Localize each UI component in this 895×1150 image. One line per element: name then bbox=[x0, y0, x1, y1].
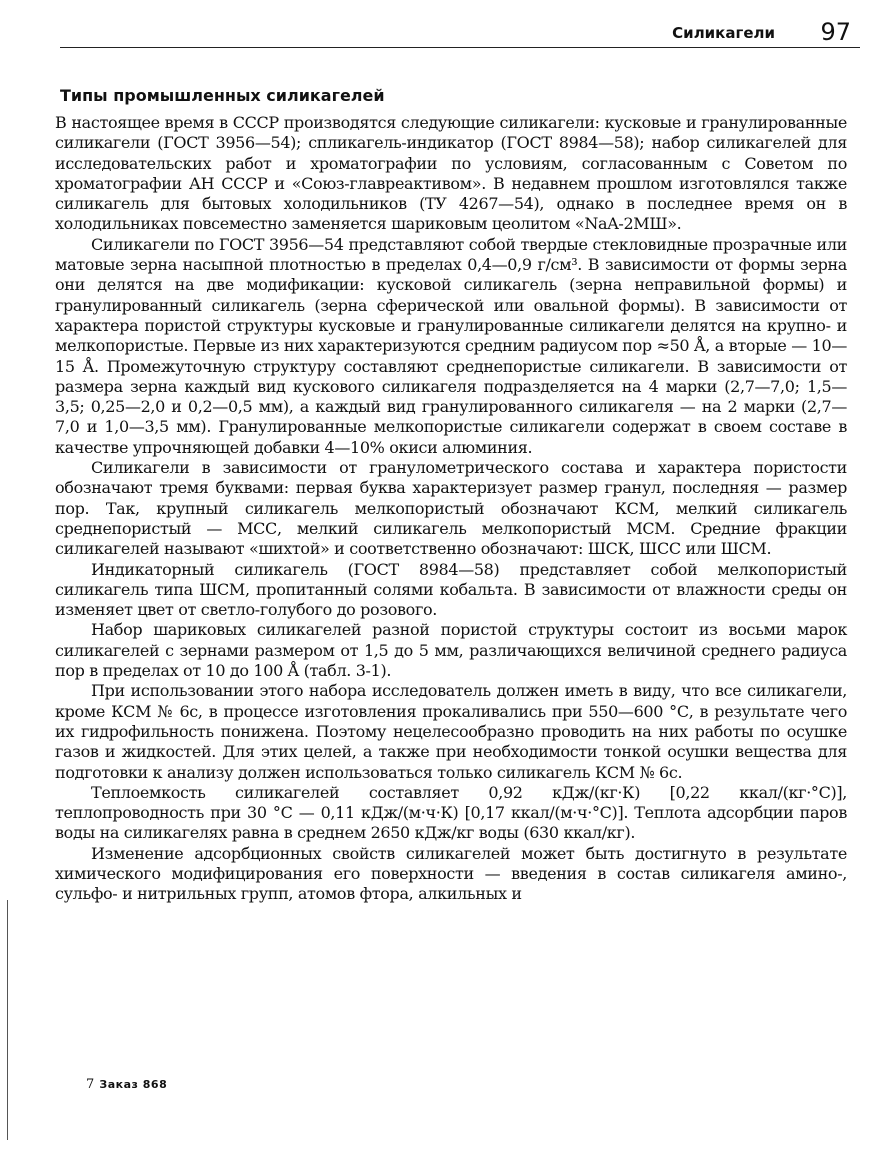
paragraph-1: В настоящее время в СССР производятся следующие силикагели: кусковые и гранулированные силикагели (ГОСТ 3956—54); спликагель-индикатор (ГОСТ 8984—58); набор силикагелей для исследовательских работ и хроматографии по условиям, согласованным с Советом по хроматографии АН СССР и «Союз-главреактивом». В недавнем прошлом изготовлялся также силикагель для бытовых холодильников (ТУ 4267—54), однако в последнее время он в холодильниках повсеместно заменяется шариковым цеолитом «NaA-2МШ». bbox=[55, 113, 847, 234]
paragraph-6: При использовании этого набора исследователь должен иметь в виду, что все силикагели, кроме КСМ № 6с, в процессе изготовления прокаливались при 550—600 °С, в результате чего их гидрофильность понижена. Поэтому нецелесообразно проводить на них работы по осушке газов и жидкостей. Для этих целей, а также при необходимости тонкой осушки вещества для подготовки к анализу должен использоваться только силикагель КСМ № 6с. bbox=[55, 681, 847, 782]
running-title: Силикагели bbox=[672, 24, 775, 42]
paragraph-5: Набор шариковых силикагелей разной пористой структуры состоит из восьми марок силикагелей с зернами размером от 1,5 до 5 мм, различающихся величиной среднего радиуса пор в пределах от 10 до 100 Å (табл. 3-1). bbox=[55, 620, 847, 681]
page-number: 97 bbox=[820, 18, 851, 46]
paragraph-4: Индикаторный силикагель (ГОСТ 8984—58) представляет собой мелкопористый силикагель типа ШСМ, пропитанный солями кобальта. В зависимости от влажности среды он изменяет цвет от светло-голубого до розового. bbox=[55, 559, 847, 620]
paragraph-2: Силикагели по ГОСТ 3956—54 представляют собой твердые стекловидные прозрачные или матовые зерна насыпной плотностью в пределах 0,4—0,9 г/см³. В зависимости от формы зерна они делятся на две модификации: кусковой силикагель (зерна неправильной формы) и гранулированный силикагель (зерна сферической или овальной формы). В зависимости от характера пористой структуры кусковые и гранулированные силикагели делятся на крупно- и мелкопористые. Первые из них характеризуются средним радиусом пор ≈50 Å, а вторые — 10—15 Å. Промежуточную структуру составляют среднепористые силикагели. В зависимости от размера зерна каждый вид кускового силикагеля подразделяется на 4 марки (2,7—7,0; 1,5—3,5; 0,25—2,0 и 0,2—0,5 мм), а каждый вид гранулированного силикагеля — на 2 марки (2,7—7,0 и 1,0—3,5 мм). Гранулированные мелкопористые силикагели содержат в своем составе в качестве упрочняющей добавки 4—10% окиси алюминия. bbox=[55, 234, 847, 457]
page-edge-line bbox=[7, 900, 8, 1140]
header-rule bbox=[60, 47, 860, 48]
signature-number: 7 bbox=[86, 1077, 95, 1092]
section-heading: Типы промышленных силикагелей bbox=[60, 86, 385, 105]
paragraph-8: Изменение адсорбционных свойств силикагелей может быть достигнуто в результате химического модифицирования его поверхности — введения в состав силикагеля амино-, сульфо- и нитрильных групп, атомов фтора, алкильных и bbox=[55, 843, 847, 904]
signature-label: Заказ 868 bbox=[99, 1078, 168, 1091]
printer-signature bbox=[86, 1077, 167, 1092]
paragraph-3: Силикагели в зависимости от гранулометрического состава и характера пористости обозначают тремя буквами: первая буква характеризует размер гранул, последняя — размер пор. Так, крупный силикагель мелкопористый обозначают КСМ, мелкий силикагель среднепористый — МСС, мелкий силикагель мелкопористый МСМ. Средние фракции силикагелей называют «шихтой» и соответственно обозначают: ШСК, ШСС или ШСМ. bbox=[55, 458, 847, 559]
body-text bbox=[55, 113, 847, 905]
paragraph-7: Теплоемкость силикагелей составляет 0,92 кДж/(кг·К) [0,22 ккал/(кг·°С)], теплопроводность при 30 °С — 0,11 кДж/(м·ч·К) [0,17 ккал/(м·ч·°С)]. Теплота адсорбции паров воды на силикагелях равна в среднем 2650 кДж/кг воды (630 ккал/кг). bbox=[55, 782, 847, 843]
